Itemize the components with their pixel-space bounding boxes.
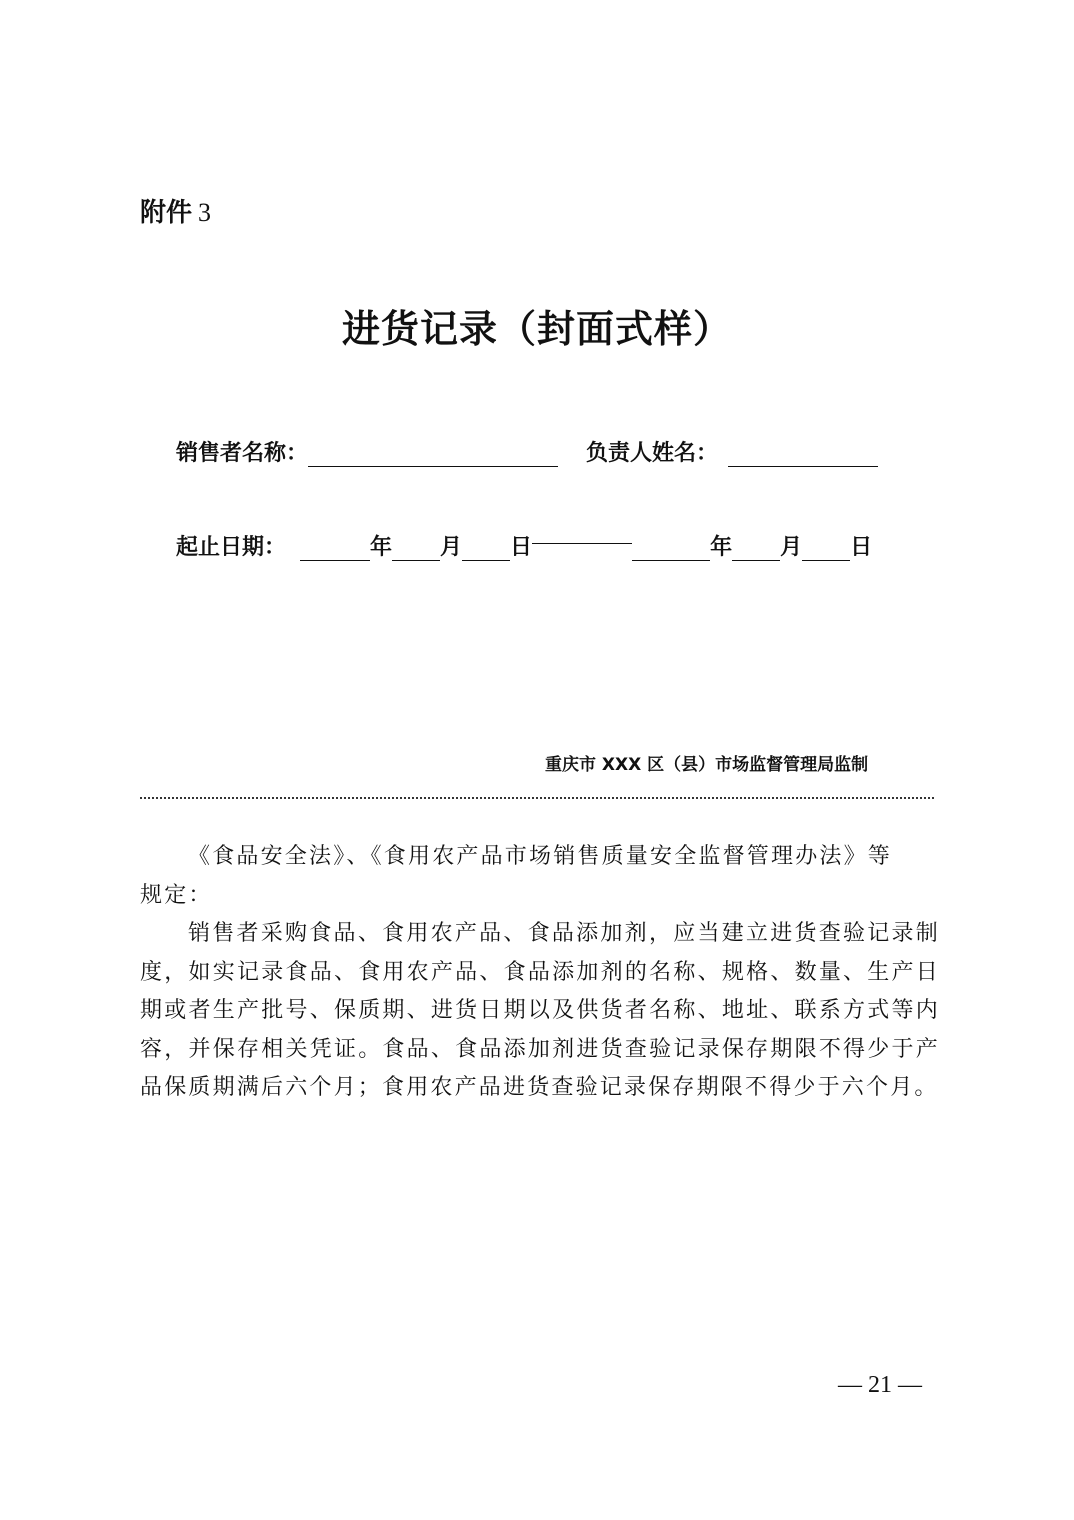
seller-name-blank[interactable] — [308, 442, 558, 467]
end-day-blank[interactable] — [802, 536, 850, 561]
paragraph-1-line-1: 《食品安全法》、《食用农产品市场销售质量安全监督管理办法》等 — [188, 844, 893, 869]
start-day-label: 日 — [510, 535, 533, 560]
end-year-blank[interactable] — [632, 536, 710, 561]
page-number: — 21 — — [838, 1372, 922, 1398]
document-title: 进货记录（封面式样） — [341, 307, 732, 351]
end-month-label: 月 — [780, 535, 803, 560]
regulation-text — [140, 838, 940, 1108]
start-year-label: 年 — [370, 535, 393, 560]
start-month-blank[interactable] — [392, 536, 440, 561]
start-year-blank[interactable] — [300, 536, 370, 561]
date-range-row — [176, 530, 872, 561]
end-day-label: 日 — [850, 535, 873, 560]
start-month-label: 月 — [440, 535, 463, 560]
supervisor-note: 重庆市 XXX 区（县）市场监督管理局监制 — [545, 755, 869, 775]
start-day-blank[interactable] — [462, 536, 510, 561]
end-month-blank[interactable] — [732, 536, 780, 561]
end-year-label: 年 — [710, 535, 733, 560]
attachment-text: 附件 — [140, 198, 193, 228]
dotted-divider — [140, 797, 934, 799]
date-range-label: 起止日期： — [176, 535, 287, 560]
seller-name-label: 销售者名称： — [176, 441, 309, 466]
attachment-number: 3 — [198, 198, 212, 227]
manager-name-label: 负责人姓名： — [586, 441, 719, 466]
paragraph-2: 销售者采购食品、食用农产品、食品添加剂，应当建立进货查验记录制度，如实记录食品、食用农产品、食品添加剂的名称、规格、数量、生产日期或者生产批号、保质期、进货日期以及供货者名称、地址、联系方式等内容，并保存相关凭证。食品、食品添加剂进货查验记录保存期限不得少于产品保质期满后六个月；食用农产品进货查验记录保存期限不得少于六个月。 — [140, 921, 940, 1100]
manager-name-blank[interactable] — [728, 442, 878, 467]
paragraph-1-line-2: 规定： — [140, 882, 213, 908]
attachment-label — [140, 192, 211, 229]
seller-manager-row — [176, 436, 878, 467]
range-dash — [532, 530, 632, 544]
